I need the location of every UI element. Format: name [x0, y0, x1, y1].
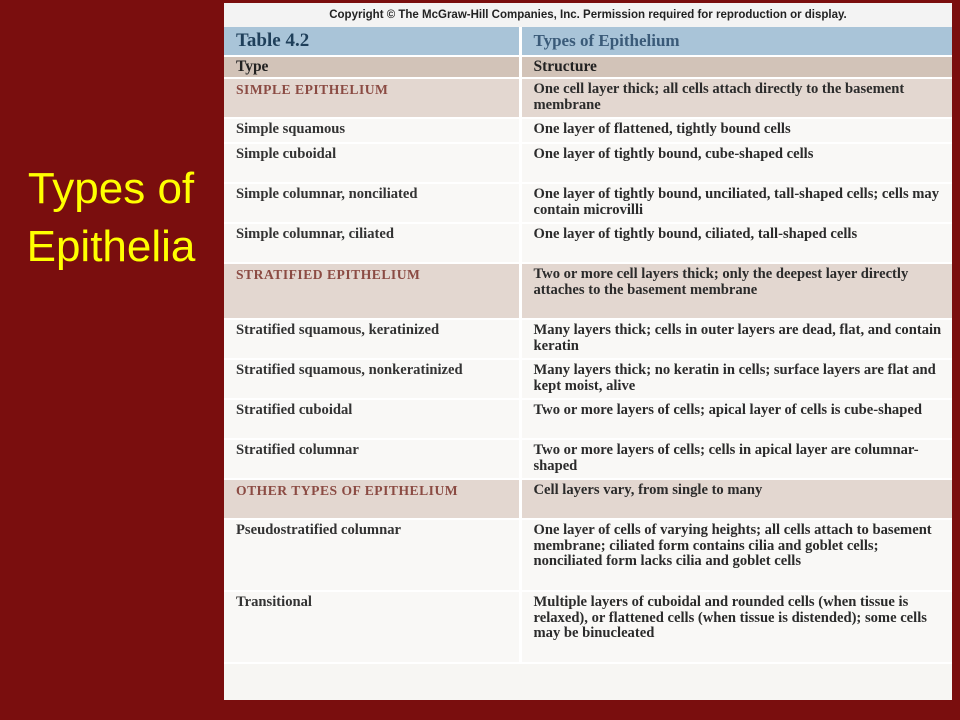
epithelium-type-cell: [224, 359, 520, 399]
table-row: [224, 439, 952, 479]
type-text: Simple squamous: [236, 121, 346, 137]
table-row: [224, 591, 952, 663]
copyright-notice: Copyright © The McGraw-Hill Companies, Inc. Permission required for reproduction or display.: [224, 3, 952, 27]
section-label: [224, 479, 520, 519]
column-header-structure: Structure: [520, 56, 952, 78]
structure-cell: [520, 479, 952, 519]
epithelium-type-cell: [224, 519, 520, 591]
table-section-row: [224, 78, 952, 118]
type-text: Simple columnar, nonciliated: [236, 186, 418, 202]
type-text: Transitional: [236, 594, 312, 610]
type-text: Stratified columnar: [236, 442, 359, 458]
table-row: [224, 183, 952, 223]
column-header-type: Type: [224, 56, 520, 78]
epithelium-type-cell: [224, 319, 520, 359]
type-text: STRATIFIED EPITHELIUM: [236, 267, 421, 282]
type-text: Stratified squamous, keratinized: [236, 322, 440, 338]
section-label: [224, 78, 520, 118]
type-text: Simple columnar, ciliated: [236, 226, 394, 242]
table-row: [224, 399, 952, 439]
epithelium-table-panel: [224, 3, 952, 700]
structure-cell: [520, 439, 952, 479]
type-text: Simple cuboidal: [236, 146, 337, 162]
table-header-row: [224, 56, 952, 78]
epithelium-table: [224, 27, 952, 664]
structure-text: One layer of tightly bound, cube-shaped cells: [533, 146, 814, 162]
table-caption-row: [224, 27, 952, 56]
table-caption: Table 4.2: [224, 27, 520, 56]
structure-text: Multiple layers of cuboidal and rounded cells (when tissue is relaxed), or flattened cells (when tissue is distended); some cells may be binucleated: [533, 594, 927, 641]
structure-cell: [520, 78, 952, 118]
table-caption-title: Types of Epithelium: [520, 27, 952, 56]
structure-cell: [520, 183, 952, 223]
structure-text: One layer of tightly bound, ciliated, tall-shaped cells: [533, 226, 858, 242]
section-label: [224, 263, 520, 319]
type-text: Stratified cuboidal: [236, 402, 353, 418]
structure-cell: [520, 143, 952, 183]
structure-cell: [520, 591, 952, 663]
table-section-row: [224, 263, 952, 319]
structure-cell: [520, 519, 952, 591]
structure-text: One cell layer thick; all cells attach directly to the basement membrane: [533, 81, 905, 113]
epithelium-type-cell: [224, 183, 520, 223]
structure-text: One layer of tightly bound, unciliated, tall-shaped cells; cells may contain microvilli: [533, 186, 940, 218]
type-text: OTHER TYPES OF EPITHELIUM: [236, 483, 459, 498]
table-row: [224, 223, 952, 263]
slide-title: [0, 160, 222, 276]
type-text: Pseudostratified columnar: [236, 522, 401, 538]
epithelium-type-cell: [224, 591, 520, 663]
epithelium-type-cell: [224, 399, 520, 439]
structure-cell: [520, 399, 952, 439]
epithelium-type-cell: [224, 439, 520, 479]
table-row: [224, 319, 952, 359]
type-text: SIMPLE EPITHELIUM: [236, 82, 389, 97]
structure-text: Two or more layers of cells; apical layer of cells is cube-shaped: [533, 402, 922, 418]
epithelium-type-cell: [224, 223, 520, 263]
structure-cell: [520, 118, 952, 143]
structure-text: Many layers thick; no keratin in cells; surface layers are flat and kept moist, alive: [533, 362, 936, 394]
structure-text: Two or more cell layers thick; only the deepest layer directly attaches to the basement membrane: [533, 266, 909, 298]
type-text: Stratified squamous, nonkeratinized: [236, 362, 463, 378]
table-row: [224, 143, 952, 183]
structure-text: Two or more layers of cells; cells in apical layer are columnar-shaped: [533, 442, 919, 474]
structure-cell: [520, 359, 952, 399]
structure-cell: [520, 319, 952, 359]
slide-title-line-2: Epithelia: [26, 222, 196, 271]
structure-cell: [520, 223, 952, 263]
structure-cell: [520, 263, 952, 319]
structure-text: One layer of cells of varying heights; all cells attach to basement membrane; ciliated form contains cilia and goblet cells; nonciliated form lacks cilia and goblet cells: [533, 522, 932, 569]
table-row: [224, 519, 952, 591]
table-row: [224, 359, 952, 399]
table-section-row: [224, 479, 952, 519]
structure-text: Many layers thick; cells in outer layers are dead, flat, and contain keratin: [533, 322, 942, 354]
table-row: [224, 118, 952, 143]
structure-text: Cell layers vary, from single to many: [533, 482, 763, 498]
epithelium-type-cell: [224, 118, 520, 143]
slide-title-line-1: Types of: [27, 164, 195, 213]
epithelium-type-cell: [224, 143, 520, 183]
structure-text: One layer of flattened, tightly bound cells: [533, 121, 791, 137]
